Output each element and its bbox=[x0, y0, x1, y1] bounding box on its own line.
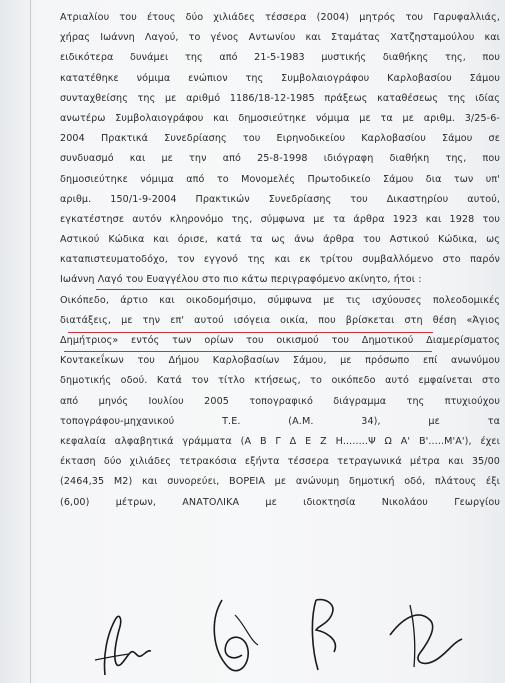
document-body bbox=[60, 8, 500, 513]
text-line: από μηνός Ιουλίου 2005 τοπογραφικό διάγραμμα της πτυχιούχου bbox=[60, 395, 500, 407]
red-underline bbox=[64, 351, 432, 352]
text-line: (6,00) μέτρων, ΑΝΑΤΟΛΙΚΑ με ιδιοκτησία Νικολάου Γεωργίου bbox=[60, 496, 500, 508]
text-line: κεφαλαία αλφαβητικά γράμματα (Α Β Γ Δ Ε Ζ Η........Ψ Ω Α' Β'.....Μ'Α'), έχει bbox=[60, 435, 500, 447]
text-line-underlined: καταπιστευματοδόχο, τον εγγονό της και εκ τρίτου συμβαλλόμενο στο παρόν bbox=[60, 254, 500, 266]
text-line: αριθμ. 150/1-9-2004 Πρακτικών Συνεδρίασης του Δικαστηρίου αυτού, bbox=[60, 193, 500, 205]
signature-2 bbox=[200, 595, 270, 680]
red-underline bbox=[68, 332, 433, 333]
text-line: Ατριαλίου του έτους δύο χιλιάδες τέσσερα (2004) μητρός του Γαρυφαλλιάς, bbox=[60, 12, 500, 23]
text-line: ανωτέρω Συμβολαιογράφου και δημοσιεύτηκε νόμιμα με τα με αριθμ. 3/25-6- bbox=[60, 112, 500, 124]
text-line: 2004 Πρακτικά Συνεδρίασης του Ειρηνοδικείου Καρλοβασίου Σάμου σε bbox=[60, 133, 500, 145]
text-line: χήρας Ιωάννη Λαγού, το γένος Αντωνίου και Σταμάτας Χατζησταμούλου και bbox=[60, 32, 500, 44]
text-line: έκταση δύο χιλιάδες τετρακόσια εξήντα τέσσερα τετραγωνικά μέτρα και 35/00 bbox=[60, 456, 500, 468]
red-underline bbox=[96, 289, 410, 290]
text-line: (2464,35 Μ2) και συνορεύει, ΒΟΡΕΙΑ με ανώνυμη δημοτική οδό, πλάτους έξι bbox=[60, 476, 500, 488]
text-line: Αστικού Κώδικα και όρισε, κατά τα ως άνω άρθρα του Αστικού Κώδικα, ως bbox=[60, 234, 500, 246]
text-line: συνταχθείσης της με αριθμό 1186/18-12-1985 πράξεως καταθέσεως της ιδίας bbox=[60, 92, 500, 104]
text-line: κατατέθηκε νόμιμα ενώπιον της Συμβολαιογράφου Καρλοβασίου Σάμου bbox=[60, 72, 500, 84]
text-line: συνδυασμό και με την από 25-8-1998 ιδιόγραφη διαθήκη της, που bbox=[60, 153, 500, 165]
text-line: ειδικότερα δυνάμει της από 21-5-1983 μυστικής διαθήκης της, που bbox=[60, 52, 500, 64]
text-line: Δημήτριος» εντός των ορίων του οικισμού του Δημοτικού Διαμερίσματος bbox=[60, 335, 500, 346]
text-line-underlined: Ιωάννη Λαγό του Ευαγγέλου στο πιο κάτω περιγραφόμενο ακίνητο, ήτοι : bbox=[60, 274, 422, 286]
text-line: δημοτικής οδού. Κατά τον τίτλο κτήσεως, το οικόπεδο αυτό εμφαίνεται στο bbox=[60, 375, 500, 387]
text-line-underlined: εγκατέστησε αυτόν κληρονόμο της, σύμφωνα με τα άρθρα 1923 και 1928 του bbox=[60, 213, 500, 225]
signatures-area bbox=[0, 590, 505, 683]
signature-3 bbox=[296, 590, 356, 678]
signature-1 bbox=[85, 600, 155, 680]
text-line: Κοντακεΐκων του Δήμου Καρλοβασίων Σάμου, με πρόσωπο επί ανωνύμου bbox=[60, 355, 500, 367]
text-line: Οικόπεδο, άρτιο και οικοδομήσιμο, σύμφωνα με τις ισχύουσες πολεοδομικές bbox=[60, 294, 500, 306]
text-line: δημοσιεύτηκε νόμιμα από το Μονομελές Πρωτοδικείο Σάμου δια των υπ' bbox=[60, 173, 500, 185]
signature-4 bbox=[380, 595, 470, 675]
binding-margin-line bbox=[30, 0, 31, 683]
text-line: τοπογράφου-μηχανικού Τ.Ε. (Α.Μ. 34), με τα bbox=[60, 415, 500, 427]
text-line: διατάξεις, με την επ' αυτού ισόγεια οικία, που βρίσκεται στη θέση «Άγιος bbox=[60, 314, 500, 326]
